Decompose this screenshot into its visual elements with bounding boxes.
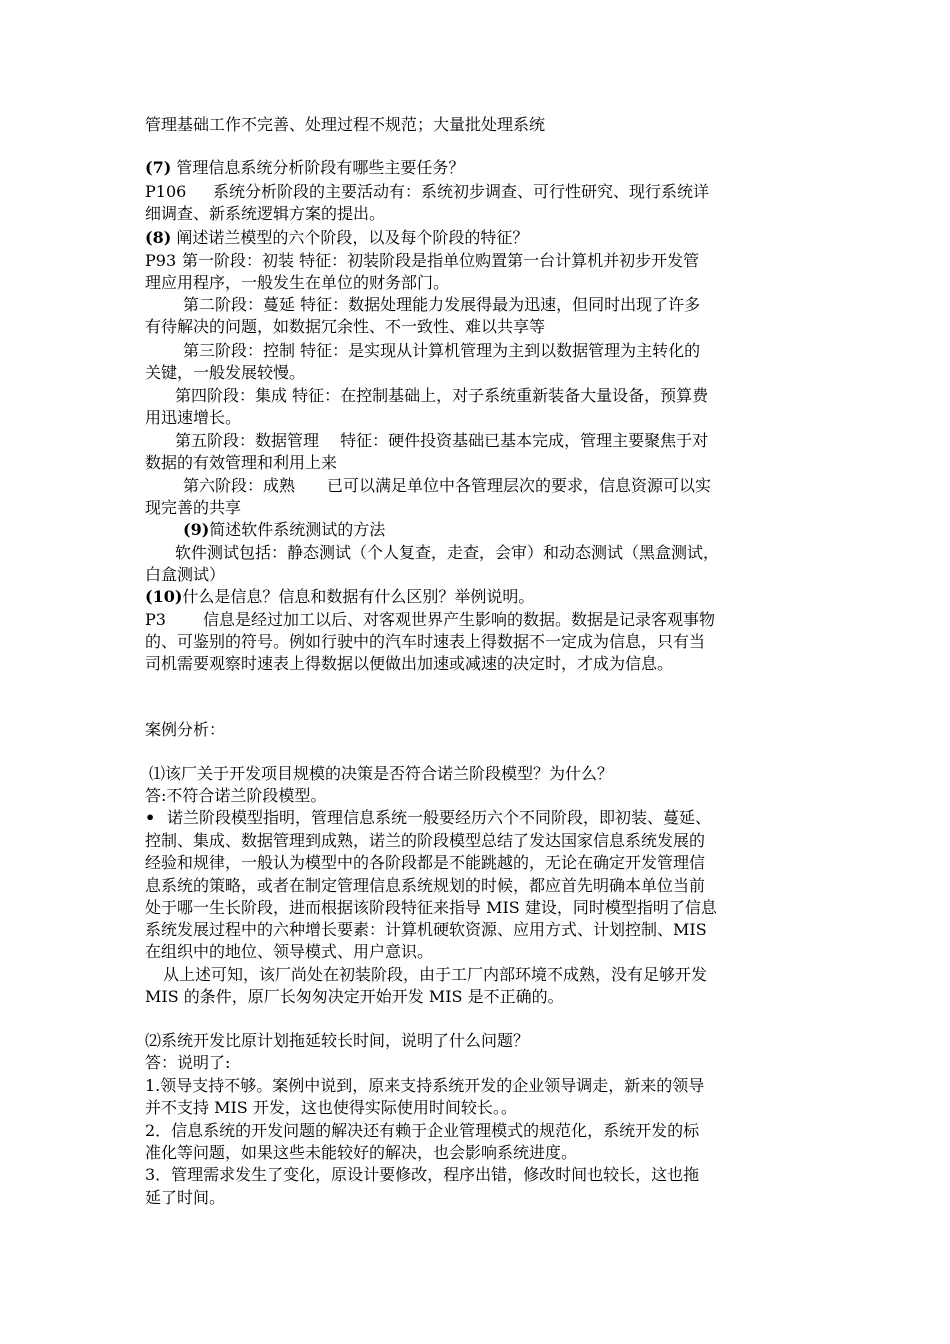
case-question-1: ⑴该厂关于开发项目规模的决策是否符合诺兰阶段模型？为什么？: [149, 764, 614, 783]
text-line: 管理基础工作不完善、处理过程不规范；大量批处理系统: [145, 115, 546, 134]
answer-10-line: 的、可鉴别的符号。例如行驶中的汽车时速表上得数据不一定成为信息，只有当: [145, 632, 706, 651]
question-number: (9): [183, 520, 210, 539]
question-text: 简述软件系统测试的方法: [209, 520, 386, 539]
case-paragraph-line: 在组织中的地位、领导模式、用户意识。: [145, 942, 434, 961]
answer-10-line: [145, 609, 715, 631]
paragraph-text: 诺兰阶段模型指明，管理信息系统一般要经历六个不同阶段，即初装、蔓延、: [167, 808, 712, 827]
case-question-2: ⑵系统开发比原计划拖延较长时间，说明了什么问题？: [145, 1031, 530, 1050]
question-text: 管理信息系统分析阶段有哪些主要任务？: [171, 158, 465, 177]
question-text: 阐述诺兰模型的六个阶段，以及每个阶段的特征？: [171, 228, 529, 247]
answer-8-line: 关键，一般发展较慢。: [145, 363, 306, 382]
question-text: 什么是信息？信息和数据有什么区别？举例说明。: [182, 587, 535, 606]
case-paragraph-line: [145, 807, 711, 829]
answer-8-line: 第三阶段：控制 特征：是实现从计算机管理为主到以数据管理为主转化的: [183, 341, 701, 360]
answer-7-line: [145, 181, 709, 203]
question-number: (7): [145, 158, 172, 177]
answer-8-line: 有待解决的问题，如数据冗余性、不一致性、难以共享等: [145, 317, 546, 336]
answer-8-line: 用迅速增长。: [145, 408, 242, 427]
answer-8-line: 第五阶段：数据管理 特征：硬件投资基础已基本完成，管理主要聚焦于对: [175, 431, 709, 450]
case-answer-1: 答:不符合诺兰阶段模型。: [145, 786, 327, 805]
answer-8-line: 第四阶段：集成 特征：在控制基础上，对子系统重新装备大量设备，预算费: [175, 386, 709, 405]
bullet-icon: •: [145, 808, 156, 827]
question-number: (10): [145, 587, 183, 606]
answer-8-line: 第二阶段：蔓延 特征：数据处理能力发展得最为迅速，但同时出现了许多: [183, 295, 701, 314]
answer-8-line: [145, 250, 699, 272]
question-7: [145, 157, 464, 179]
case-paragraph-line: 处于哪一生长阶段，进而根据该阶段特征来指导 MIS 建设，同时模型指明了信息: [145, 898, 717, 917]
case-paragraph-line: 系统发展过程中的六种增长要素：计算机硬软资源、应用方式、计划控制、MIS: [145, 920, 707, 939]
answer-8-line: 理应用程序，一般发生在单位的财务部门。: [145, 273, 450, 292]
reason-line: 并不支持 MIS 开发，这也使得实际使用时间较长。。: [145, 1098, 517, 1117]
reason-line: 准化等问题，如果这些未能较好的解决，也会影响系统进度。: [145, 1143, 578, 1162]
answer-8-line: 现完善的共享: [145, 498, 242, 517]
answer-9-line: 软件测试包括：静态测试（个人复查，走查，会审）和动态测试（黑盒测试，: [175, 543, 720, 562]
answer-7-line: 细调查、新系统逻辑方案的提出。: [145, 204, 386, 223]
question-10: [145, 586, 534, 608]
case-heading: 案例分析：: [145, 720, 226, 739]
case-paragraph-line: 经验和规律，一般认为模型中的各阶段都是不能跳越的，无论在确定开发管理信: [145, 853, 706, 872]
answer-10-line: 司机需要观察时速表上得数据以便做出加速或减速的决定时，才成为信息。: [145, 654, 674, 673]
reason-line: 2．信息系统的开发问题的解决还有赖于企业管理模式的规范化，系统开发的标: [145, 1121, 700, 1140]
question-9: [183, 519, 385, 541]
page-ref: P3: [145, 610, 166, 629]
answer-text: 第一阶段：初装 特征：初装阶段是指单位购置第一台计算机并初步开发管: [182, 251, 700, 270]
case-paragraph-line: 从上述可知，该厂尚处在初装阶段，由于工厂内部环境不成熟，没有足够开发: [163, 965, 708, 984]
case-paragraph-line: 控制、集成、数据管理到成熟，诺兰的阶段模型总结了发达国家信息系统发展的: [145, 831, 706, 850]
question-number: (8): [145, 228, 172, 247]
answer-text: 系统分析阶段的主要活动有：系统初步调查、可行性研究、现行系统详: [213, 182, 710, 201]
reason-line: 延了时间。: [145, 1188, 226, 1207]
case-paragraph-line: 息系统的策略，或者在制定管理信息系统规划的时候，都应首先明确本单位当前: [145, 876, 706, 895]
case-answer-2: 答：说明了:: [145, 1053, 231, 1072]
answer-9-line: 白盒测试）: [145, 565, 226, 584]
question-8: [145, 227, 528, 249]
answer-text: 信息是经过加工以后、对客观世界产生影响的数据。数据是记录客观事物: [203, 610, 716, 629]
page-ref: P106: [145, 182, 187, 201]
reason-line: 1.领导支持不够。案例中说到，原来支持系统开发的企业领导调走，新来的领导: [145, 1076, 705, 1095]
answer-8-line: 第六阶段：成熟 已可以满足单位中各管理层次的要求，信息资源可以实: [183, 476, 712, 495]
reason-line: 3．管理需求发生了变化，原设计要修改，程序出错，修改时间也较长，这也拖: [145, 1165, 700, 1184]
case-paragraph-line: MIS 的条件，原厂长匆匆决定开始开发 MIS 是不正确的。: [145, 987, 564, 1006]
page-ref: P93: [145, 251, 177, 270]
answer-8-line: 数据的有效管理和利用上来: [145, 453, 338, 472]
